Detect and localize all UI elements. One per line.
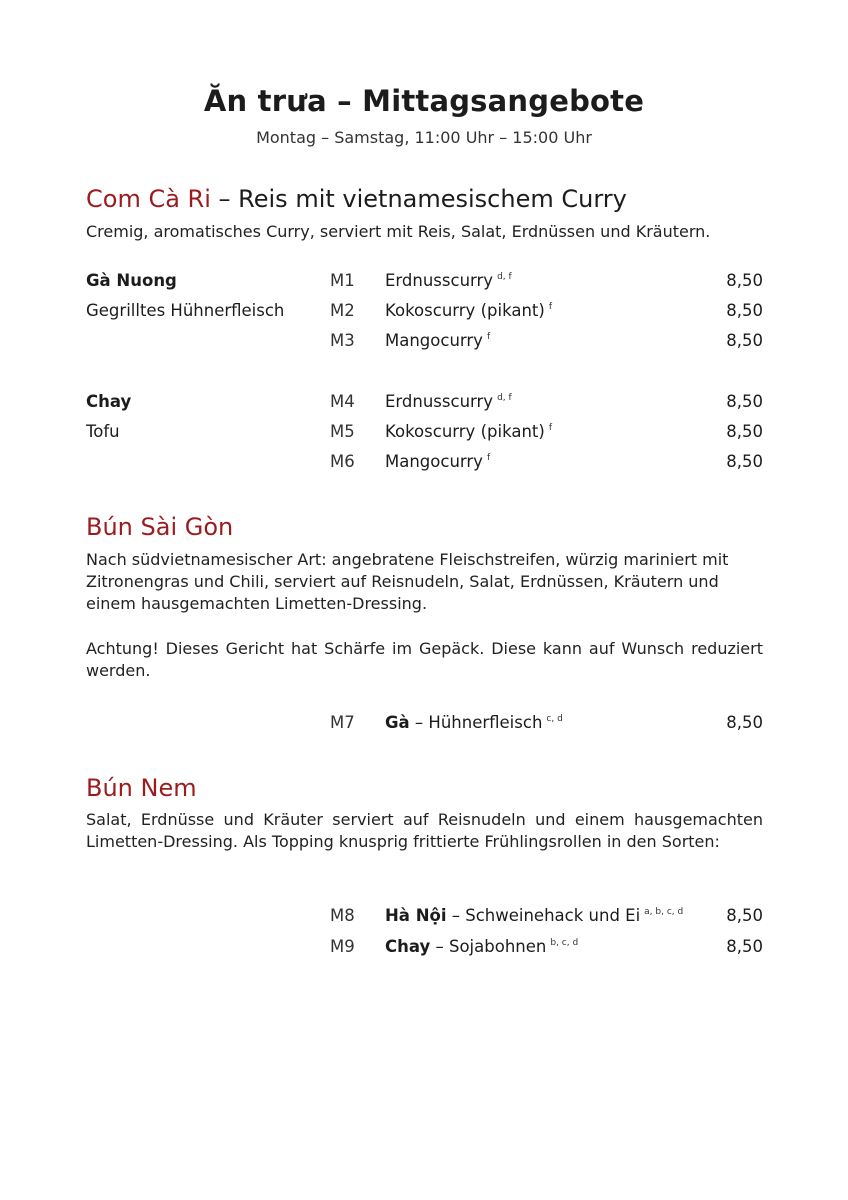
item-price: 8,50 xyxy=(726,331,763,350)
item-code: M2 xyxy=(330,301,355,320)
opening-hours: Montag – Samstag, 11:00 Uhr – 15:00 Uhr xyxy=(256,128,592,147)
item-name: Erdnusscurry xyxy=(385,392,494,411)
item-name: Mangocurry xyxy=(385,452,483,471)
allergen-codes: d, f xyxy=(497,393,512,403)
menu-row-m3 xyxy=(0,331,848,361)
section-title-bun-nem: Bún Nem xyxy=(86,774,197,802)
item-name: Mangocurry xyxy=(385,331,483,350)
menu-row-m4 xyxy=(0,392,848,422)
allergen-codes: f xyxy=(548,423,552,433)
item-price: 8,50 xyxy=(726,422,763,441)
item-code: M9 xyxy=(330,937,355,956)
allergen-codes: f xyxy=(486,332,491,342)
item-price: 8,50 xyxy=(726,452,763,471)
allergen-codes: a, b, c, d xyxy=(644,907,684,917)
group-name: Gà Nuong xyxy=(86,271,177,290)
section-title-com-ca-ri xyxy=(86,185,627,213)
section-description: Cremig, aromatisches Curry, serviert mit Reis, Salat, Erdnüssen und Kräutern. xyxy=(86,222,711,241)
item-code: M3 xyxy=(330,331,355,350)
item-price: 8,50 xyxy=(726,906,763,925)
item-name: – Schweinehack und Ei xyxy=(446,906,641,925)
section-description: Salat, Erdnüsse und Kräuter serviert auf Reisnudeln und einem hausgemachten Limetten-Dressing. Als Topping knusprig frittierte Frühlingsrollen in den Sorten: xyxy=(86,810,763,851)
item-name-bold: Chay xyxy=(385,937,431,956)
item-name-bold: Gà xyxy=(385,713,410,732)
menu-row-m2 xyxy=(0,301,848,331)
allergen-codes: c, d xyxy=(546,714,563,724)
menu-row-m7 xyxy=(0,713,848,743)
item-code: M6 xyxy=(330,452,355,471)
allergen-codes: f xyxy=(486,453,491,463)
item-name: – Hühnerfleisch xyxy=(409,713,543,732)
item-name-bold: Hà Nội xyxy=(385,906,447,925)
item-price: 8,50 xyxy=(726,713,763,732)
page-title: Ăn trưa – Mittagsangebote xyxy=(203,84,645,118)
spice-note: Achtung! Dieses Gericht hat Schärfe im Gepäck. Diese kann auf Wunsch reduziert werden. xyxy=(86,639,763,680)
item-code: M7 xyxy=(330,713,355,732)
menu-row-m1 xyxy=(0,271,848,301)
item-code: M8 xyxy=(330,906,355,925)
item-price: 8,50 xyxy=(726,937,763,956)
item-code: M1 xyxy=(330,271,355,290)
item-code: M4 xyxy=(330,392,355,411)
section-description: Nach südvietnamesischer Art: angebratene Fleischstreifen, würzig mariniert mit Zitronengras und Chili, serviert auf Reisnudeln, Salat, Erdnüssen, Kräutern und einem hausgemachten Limetten-Dressing. xyxy=(86,550,729,613)
group-name: Chay xyxy=(86,392,132,411)
section-title-accent: Com Cà Ri xyxy=(86,185,211,213)
item-price: 8,50 xyxy=(726,271,763,290)
item-code: M5 xyxy=(330,422,355,441)
allergen-codes: f xyxy=(548,302,552,312)
menu-row-m8 xyxy=(0,906,848,936)
section-title-bun-sai-gon: Bún Sài Gòn xyxy=(86,513,234,541)
item-price: 8,50 xyxy=(726,392,763,411)
menu-row-m9 xyxy=(0,937,848,967)
group-subname: Gegrilltes Hühnerfleisch xyxy=(86,301,285,320)
item-name: – Sojabohnen xyxy=(430,937,547,956)
section-title-rest: – Reis mit vietnamesischem Curry xyxy=(210,185,627,213)
menu-row-m5 xyxy=(0,422,848,452)
allergen-codes: b, c, d xyxy=(550,938,579,948)
allergen-codes: d, f xyxy=(497,272,512,282)
item-price: 8,50 xyxy=(726,301,763,320)
menu-row-m6 xyxy=(0,452,848,482)
group-subname: Tofu xyxy=(86,422,120,441)
item-name: Kokoscurry (pikant) xyxy=(385,301,545,320)
item-name: Kokoscurry (pikant) xyxy=(385,422,545,441)
item-name: Erdnusscurry xyxy=(385,271,494,290)
